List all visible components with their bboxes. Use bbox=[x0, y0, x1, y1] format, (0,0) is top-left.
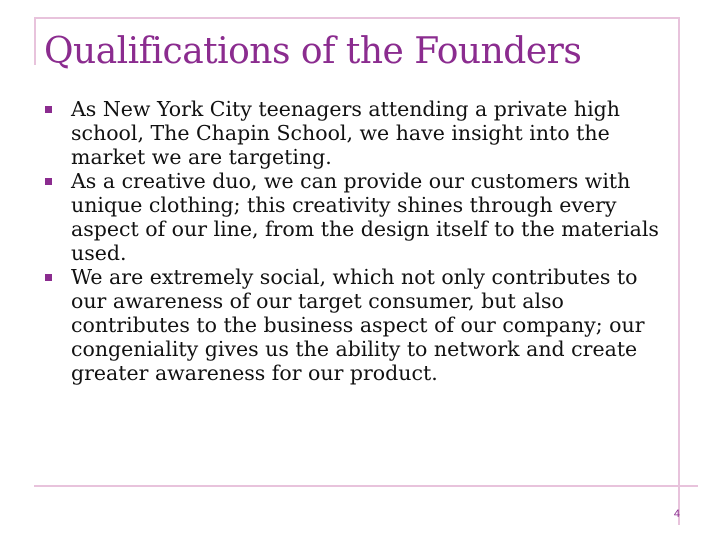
square-bullet-icon bbox=[45, 106, 52, 113]
frame-line-top bbox=[34, 17, 678, 19]
frame-line-right bbox=[678, 17, 680, 525]
square-bullet-icon bbox=[45, 274, 52, 281]
slide-title: Qualifications of the Founders bbox=[44, 31, 582, 72]
square-bullet-icon bbox=[45, 178, 52, 185]
bullet-text: We are extremely social, which not only contributes to our awareness of our target consumer, but also contributes to the business aspect of our company; our congeniality gives us the ability to network and create greater awareness for our product. bbox=[71, 265, 645, 385]
page-number: 4 bbox=[673, 508, 680, 520]
bullet-text: As New York City teenagers attending a private high school, The Chapin School, we have insight into the market we are targeting. bbox=[71, 97, 620, 169]
bullet-item bbox=[44, 97, 669, 169]
bullet-list bbox=[44, 97, 669, 385]
frame-line-left bbox=[34, 17, 36, 65]
bullet-item bbox=[44, 169, 669, 265]
frame-line-bottom bbox=[34, 485, 698, 487]
bullet-text: As a creative duo, we can provide our customers with unique clothing; this creativity shines through every aspect of our line, from the design itself to the materials used. bbox=[71, 169, 659, 265]
bullet-item bbox=[44, 265, 669, 385]
